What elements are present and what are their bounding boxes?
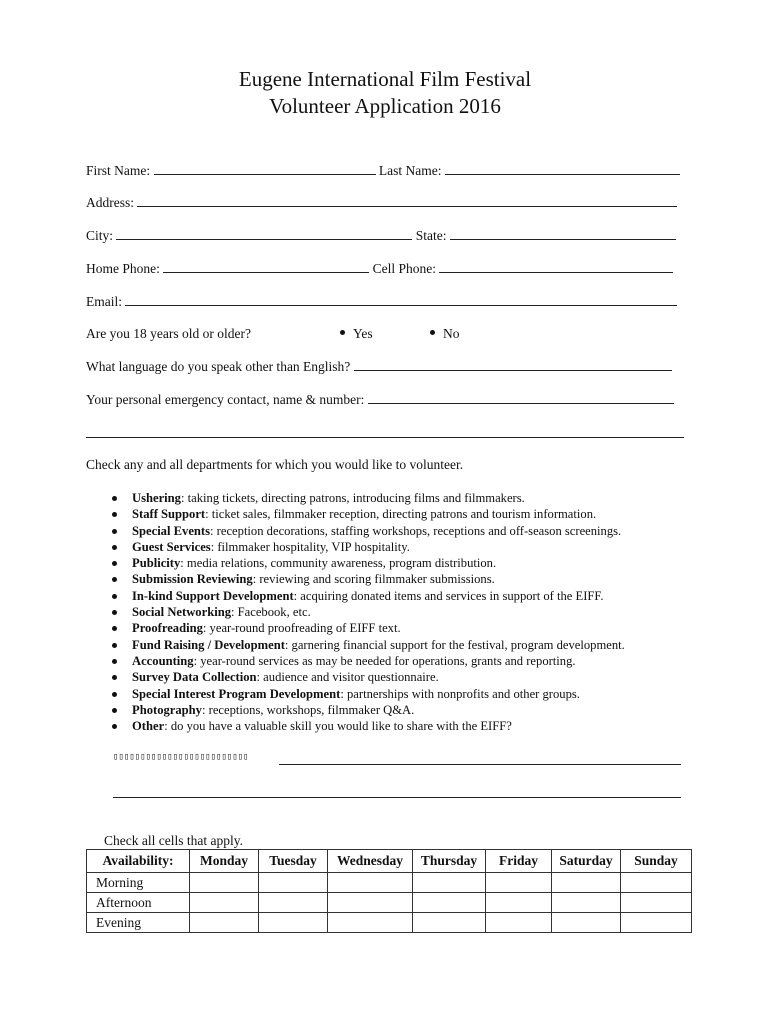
availability-cell[interactable]: [486, 873, 552, 893]
availability-intro: Check all cells that apply.: [104, 833, 243, 848]
time-slot-label: Morning: [87, 873, 190, 893]
other-skill-field[interactable]: [279, 764, 681, 765]
availability-cell[interactable]: [413, 893, 486, 913]
state-field[interactable]: [450, 228, 676, 240]
age-no-label: No: [443, 326, 460, 341]
department-name: Special Events: [132, 523, 211, 538]
availability-cell[interactable]: [552, 873, 621, 893]
name-row: [86, 163, 684, 179]
department-description: : taking tickets, directing patrons, introducing films and filmmakers.: [180, 491, 525, 505]
department-item[interactable]: [110, 523, 625, 539]
department-description: : filmmaker hospitality, VIP hospitality.: [210, 539, 410, 554]
department-name: Fund Raising / Development: [132, 637, 285, 652]
emergency-label: Your personal emergency contact, name & number:: [86, 392, 365, 407]
age-question: Are you 18 years old or older?: [86, 326, 251, 341]
bullet-icon: [112, 594, 117, 599]
department-description: : acquiring donated items and services in support of the EIFF.: [293, 588, 604, 603]
department-description: : year-round services as may be needed for operations, grants and reporting.: [193, 653, 576, 668]
availability-row: [87, 913, 692, 933]
department-item[interactable]: [110, 571, 625, 587]
other-glyph-text: ▯▯▯▯▯▯▯▯▯▯▯▯▯▯▯▯▯▯▯▯▯▯▯▯▯: [113, 752, 249, 762]
availability-cell[interactable]: [413, 873, 486, 893]
time-slot-label: Afternoon: [87, 893, 190, 913]
department-description: : year-round proofreading of EIFF text.: [202, 621, 401, 636]
department-item[interactable]: [110, 637, 625, 653]
department-name: Accounting: [132, 653, 194, 668]
first-name-field[interactable]: [154, 163, 376, 175]
home-phone-label: Home Phone:: [86, 261, 160, 276]
bullet-icon: [430, 330, 435, 335]
document-title: [0, 66, 770, 120]
department-name: Publicity: [132, 556, 181, 571]
day-header: Sunday: [621, 850, 692, 873]
department-name: Submission Reviewing: [132, 572, 253, 587]
department-name: Social Networking: [132, 605, 231, 620]
departments-intro: Check any and all departments for which you would like to volunteer.: [86, 457, 464, 472]
bullet-icon: [112, 512, 117, 517]
cell-phone-label: Cell Phone:: [372, 261, 436, 276]
city-label: City:: [86, 228, 114, 243]
department-description: : do you have a valuable skill you would like to share with the EIFF?: [164, 719, 512, 734]
department-item[interactable]: [110, 588, 625, 604]
availability-header-row: [87, 850, 692, 873]
day-header: Saturday: [552, 850, 621, 873]
availability-cell[interactable]: [259, 893, 328, 913]
day-header: Monday: [190, 850, 259, 873]
time-slot-label: Evening: [87, 913, 190, 933]
availability-row: [87, 873, 692, 893]
title-line-1: Eugene International Film Festival: [238, 67, 532, 91]
availability-cell[interactable]: [328, 893, 413, 913]
availability-cell[interactable]: [328, 913, 413, 933]
department-name: Proofreading: [132, 621, 203, 636]
first-name-label: First Name:: [86, 163, 151, 178]
bullet-icon: [112, 577, 117, 582]
bullet-icon: [340, 330, 345, 335]
department-name: Staff Support: [132, 507, 206, 522]
language-row: [86, 359, 684, 375]
availability-cell[interactable]: [413, 913, 486, 933]
department-item[interactable]: [110, 490, 625, 506]
department-description: : Facebook, etc.: [231, 605, 311, 620]
availability-table: [86, 849, 692, 933]
city-field[interactable]: [116, 228, 412, 240]
bullet-icon: [112, 659, 117, 664]
department-name: Other: [132, 719, 165, 734]
availability-corner-label: Availability:: [87, 850, 190, 873]
department-name: Ushering: [132, 491, 181, 505]
availability-row: [87, 893, 692, 913]
availability-cell[interactable]: [328, 873, 413, 893]
bullet-icon: [112, 692, 117, 697]
department-description: : ticket sales, filmmaker reception, directing patrons and tourism information.: [205, 507, 597, 522]
address-field[interactable]: [137, 195, 677, 207]
availability-cell[interactable]: [621, 873, 692, 893]
availability-cell[interactable]: [486, 893, 552, 913]
bullet-icon: [112, 610, 117, 615]
emergency-field[interactable]: [368, 392, 674, 404]
department-description: : reception decorations, staffing workshops, receptions and off-season screenings.: [210, 523, 622, 538]
availability-cell[interactable]: [486, 913, 552, 933]
bullet-icon: [112, 545, 117, 550]
other-skill-field-2[interactable]: [113, 797, 681, 798]
last-name-label: Last Name:: [378, 163, 442, 178]
day-header: Wednesday: [328, 850, 413, 873]
department-item[interactable]: [110, 669, 625, 685]
department-description: : partnerships with nonprofits and other groups.: [340, 686, 580, 701]
availability-cell[interactable]: [259, 873, 328, 893]
department-name: Survey Data Collection: [132, 670, 257, 685]
availability-cell[interactable]: [190, 873, 259, 893]
department-description: : receptions, workshops, filmmaker Q&A.: [201, 702, 415, 717]
email-field[interactable]: [125, 294, 677, 306]
department-description: : media relations, community awareness, program distribution.: [180, 556, 497, 571]
availability-cell[interactable]: [259, 913, 328, 933]
department-item[interactable]: [110, 539, 625, 555]
age-yes-label: Yes: [353, 326, 373, 341]
bullet-icon: [112, 643, 117, 648]
email-label: Email:: [86, 294, 122, 309]
department-name: Special Interest Program Development: [132, 686, 341, 701]
availability-cell[interactable]: [190, 893, 259, 913]
bullet-icon: [112, 529, 117, 534]
age-no-option[interactable]: [430, 326, 460, 342]
department-item[interactable]: [110, 653, 625, 669]
day-header: Tuesday: [259, 850, 328, 873]
bullet-icon: [112, 626, 117, 631]
emergency-row: [86, 392, 684, 408]
department-item[interactable]: [110, 686, 625, 702]
department-name: In-kind Support Development: [132, 588, 294, 603]
department-description: : garnering financial support for the festival, program development.: [284, 637, 625, 652]
departments-list: [110, 490, 625, 734]
bullet-icon: [112, 708, 117, 713]
cell-phone-field[interactable]: [439, 261, 673, 273]
bullet-icon: [112, 675, 117, 680]
department-item[interactable]: [110, 555, 625, 571]
availability-cell[interactable]: [552, 893, 621, 913]
bullet-icon: [112, 724, 117, 729]
department-item[interactable]: [110, 506, 625, 522]
last-name-field[interactable]: [445, 163, 680, 175]
phone-row: [86, 261, 684, 277]
day-header: Friday: [486, 850, 552, 873]
address-label: Address:: [86, 195, 134, 210]
availability-cell[interactable]: [190, 913, 259, 933]
department-name: Photography: [132, 702, 202, 717]
title-line-2: Volunteer Application 2016: [269, 94, 501, 118]
age-yes-option[interactable]: [340, 326, 373, 342]
email-row: [86, 294, 684, 310]
department-item[interactable]: [110, 718, 625, 734]
availability-cell[interactable]: [552, 913, 621, 933]
language-label: What language do you speak other than English?: [86, 359, 351, 374]
emergency-extra-line[interactable]: [86, 437, 684, 438]
department-name: Guest Services: [132, 539, 211, 554]
home-phone-field[interactable]: [163, 261, 369, 273]
city-state-row: [86, 228, 684, 244]
department-item[interactable]: [110, 604, 625, 620]
availability-cell[interactable]: [621, 913, 692, 933]
department-description: : reviewing and scoring filmmaker submissions.: [252, 572, 495, 587]
department-item[interactable]: [110, 620, 625, 636]
state-label: State:: [415, 228, 447, 243]
availability-cell[interactable]: [621, 893, 692, 913]
day-header: Thursday: [413, 850, 486, 873]
address-row: [86, 195, 684, 211]
bullet-icon: [112, 561, 117, 566]
department-item[interactable]: [110, 702, 625, 718]
language-field[interactable]: [354, 359, 672, 371]
bullet-icon: [112, 496, 117, 501]
department-description: : audience and visitor questionnaire.: [256, 670, 439, 685]
